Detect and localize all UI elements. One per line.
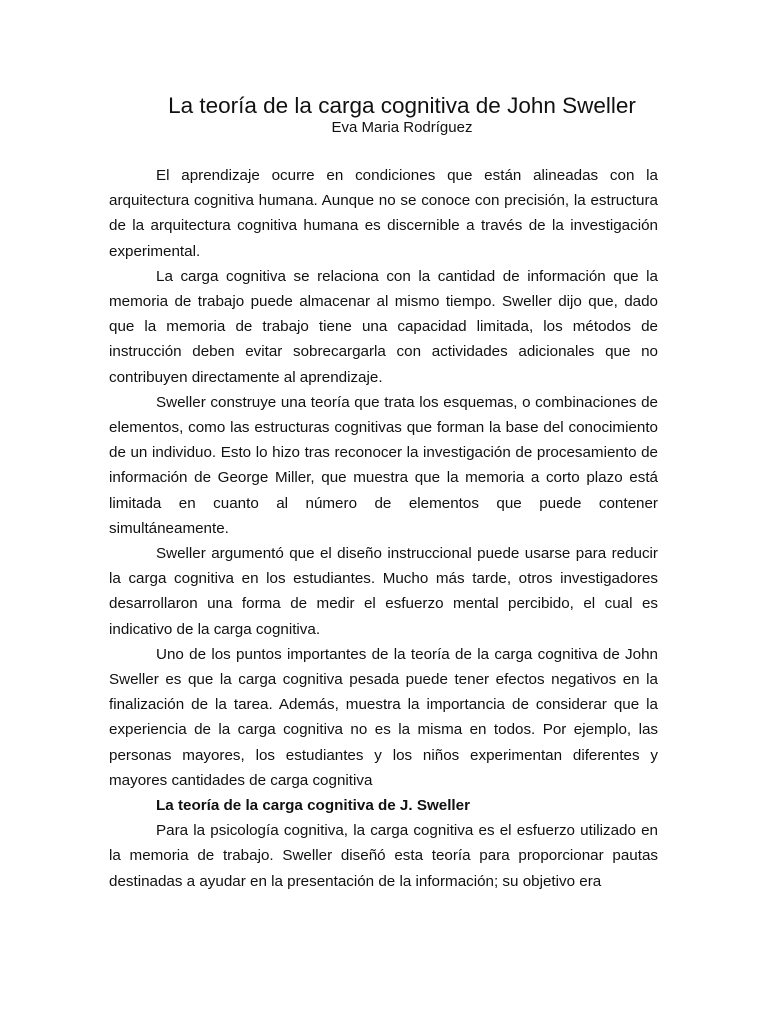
- document-title: La teoría de la carga cognitiva de John Sweller: [168, 93, 636, 118]
- paragraph: Uno de los puntos importantes de la teoría de la carga cognitiva de John Sweller es que la carga cognitiva pesada puede tener efectos negativos en la finalización de la tarea. Además, muestra la importancia de considerar que la experiencia de la carga cognitiva no es la misma en todos. Por ejemplo, las personas mayores, los estudiantes y los niños experimentan diferentes y mayores cantidades de carga cognitiva: [109, 645, 658, 789]
- paragraph: El aprendizaje ocurre en condiciones que están alineadas con la arquitectura cognitiva humana. Aunque no se conoce con precisión, la estructura de la arquitectura cognitiva humana es discernible a través de la investigación experimental.: [109, 167, 658, 260]
- document-body: [109, 163, 658, 894]
- paragraph: La carga cognitiva se relaciona con la cantidad de información que la memoria de trabajo puede almacenar al mismo tiempo. Sweller dijo que, dado que la memoria de trabajo tiene una capacidad limitada, los métodos de instrucción deben evitar sobrecargarla con actividades adicionales que no contribuyen directamente al aprendizaje.: [109, 267, 658, 386]
- paragraph: Sweller construye una teoría que trata los esquemas, o combinaciones de elementos, como las estructuras cognitivas que forman la base del conocimiento de un individuo. Esto lo hizo tras reconocer la investigación de procesamiento de información de George Miller, que muestra que la memoria a corto plazo está limitada en cuanto al número de elementos que puede contener simultáneamente.: [109, 393, 658, 537]
- document-author: Eva Maria Rodríguez: [331, 119, 473, 136]
- paragraph: Sweller argumentó que el diseño instruccional puede usarse para reducir la carga cognitiva en los estudiantes. Mucho más tarde, otros investigadores desarrollaron una forma de medir el esfuerzo mental percibido, el cual es indicativo de la carga cognitiva.: [109, 545, 658, 638]
- section-heading: La teoría de la carga cognitiva de J. Sweller: [156, 797, 470, 815]
- paragraph: Para la psicología cognitiva, la carga cognitiva es el esfuerzo utilizado en la memoria de trabajo. Sweller diseñó esta teoría para proporcionar pautas destinadas a ayudar en la presentación de la información; su objetivo era: [109, 822, 658, 890]
